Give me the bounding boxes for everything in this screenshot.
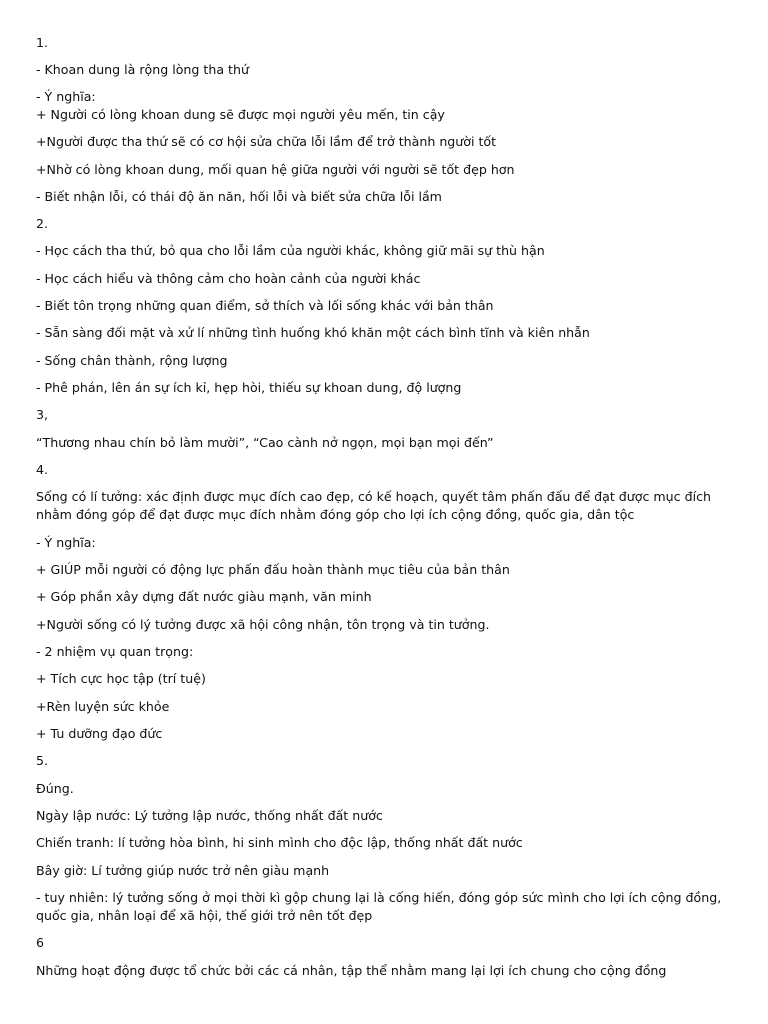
paragraph: - Học cách hiểu và thông cảm cho hoàn cảnh của người khác xyxy=(36,271,421,286)
paragraph: - 2 nhiệm vụ quan trọng: xyxy=(36,644,194,659)
heading-5: 5. xyxy=(36,753,49,768)
paragraph: + Tu dưỡng đạo đức xyxy=(36,726,163,741)
paragraph: + Góp phần xây dựng đất nước giàu mạnh, văn minh xyxy=(36,589,372,604)
paragraph: Bây giờ: Lí tưởng giúp nước trở nên giàu mạnh xyxy=(36,863,330,878)
paragraph: +Người được tha thứ sẽ có cơ hội sửa chữa lỗi lầm để trở thành người tốt xyxy=(36,134,497,149)
paragraph: - tuy nhiên: lý tưởng sống ở mọi thời kì gộp chung lại là cống hiến, đóng góp sức mình cho lợi ích cộng đồng, quốc gia, nhân loại để xã hội, thế giới trở nên tốt đẹp xyxy=(36,890,722,923)
paragraph: - Khoan dung là rộng lòng tha thứ xyxy=(36,62,249,77)
paragraph: +Rèn luyện sức khỏe xyxy=(36,699,170,714)
paragraph: + GIÚP mỗi người có động lực phấn đấu hoàn thành mục tiêu của bản thân xyxy=(36,562,510,577)
paragraph: Chiến tranh: lí tưởng hòa bình, hi sinh mình cho độc lập, thống nhất đất nước xyxy=(36,835,523,850)
heading-3: 3, xyxy=(36,407,49,422)
paragraph: + Tích cực học tập (trí tuệ) xyxy=(36,671,206,686)
paragraph: - Biết tôn trọng những quan điểm, sở thích và lối sống khác với bản thân xyxy=(36,298,494,313)
paragraph: +Nhờ có lòng khoan dung, mối quan hệ giữa người với người sẽ tốt đẹp hơn xyxy=(36,162,515,177)
paragraph: Những hoạt động được tổ chức bởi các cá nhân, tập thể nhằm mang lại lợi ích chung cho cộng đồng xyxy=(36,963,667,978)
paragraph: - Học cách tha thứ, bỏ qua cho lỗi lầm của người khác, không giữ mãi sự thù hận xyxy=(36,243,545,258)
heading-2: 2. xyxy=(36,216,49,231)
paragraph: Sống có lí tưởng: xác định được mục đích cao đẹp, có kế hoạch, quyết tâm phấn đấu để đạt được mục đích nhằm đóng góp để đạt được mục đích nhằm đóng góp cho lợi ích cộng đồng, quốc gia, dân tộc xyxy=(36,489,711,522)
heading-4: 4. xyxy=(36,462,49,477)
paragraph: “Thương nhau chín bỏ làm mười”, “Cao cành nở ngọn, mọi bạn mọi đến” xyxy=(36,435,494,450)
paragraph: +Người sống có lý tưởng được xã hội công nhận, tôn trọng và tin tưởng. xyxy=(36,617,490,632)
paragraph: + Người có lòng khoan dung sẽ được mọi người yêu mến, tin cậy xyxy=(36,107,445,122)
paragraph: - Sống chân thành, rộng lượng xyxy=(36,353,228,368)
paragraph: - Ý nghĩa: xyxy=(36,535,96,550)
paragraph: - Ý nghĩa: xyxy=(36,89,96,104)
heading-1: 1. xyxy=(36,35,49,50)
paragraph: - Sẵn sàng đối mặt và xử lí những tình huống khó khăn một cách bình tĩnh và kiên nhẫn xyxy=(36,325,590,340)
paragraph: Ngày lập nước: Lý tưởng lập nước, thống nhất đất nước xyxy=(36,808,383,823)
paragraph: - Phê phán, lên án sự ích kỉ, hẹp hòi, thiếu sự khoan dung, độ lượng xyxy=(36,380,462,395)
paragraph: - Biết nhận lỗi, có thái độ ăn năn, hối lỗi và biết sửa chữa lỗi lầm xyxy=(36,189,442,204)
heading-6: 6 xyxy=(36,935,45,950)
paragraph: Đúng. xyxy=(36,781,74,796)
